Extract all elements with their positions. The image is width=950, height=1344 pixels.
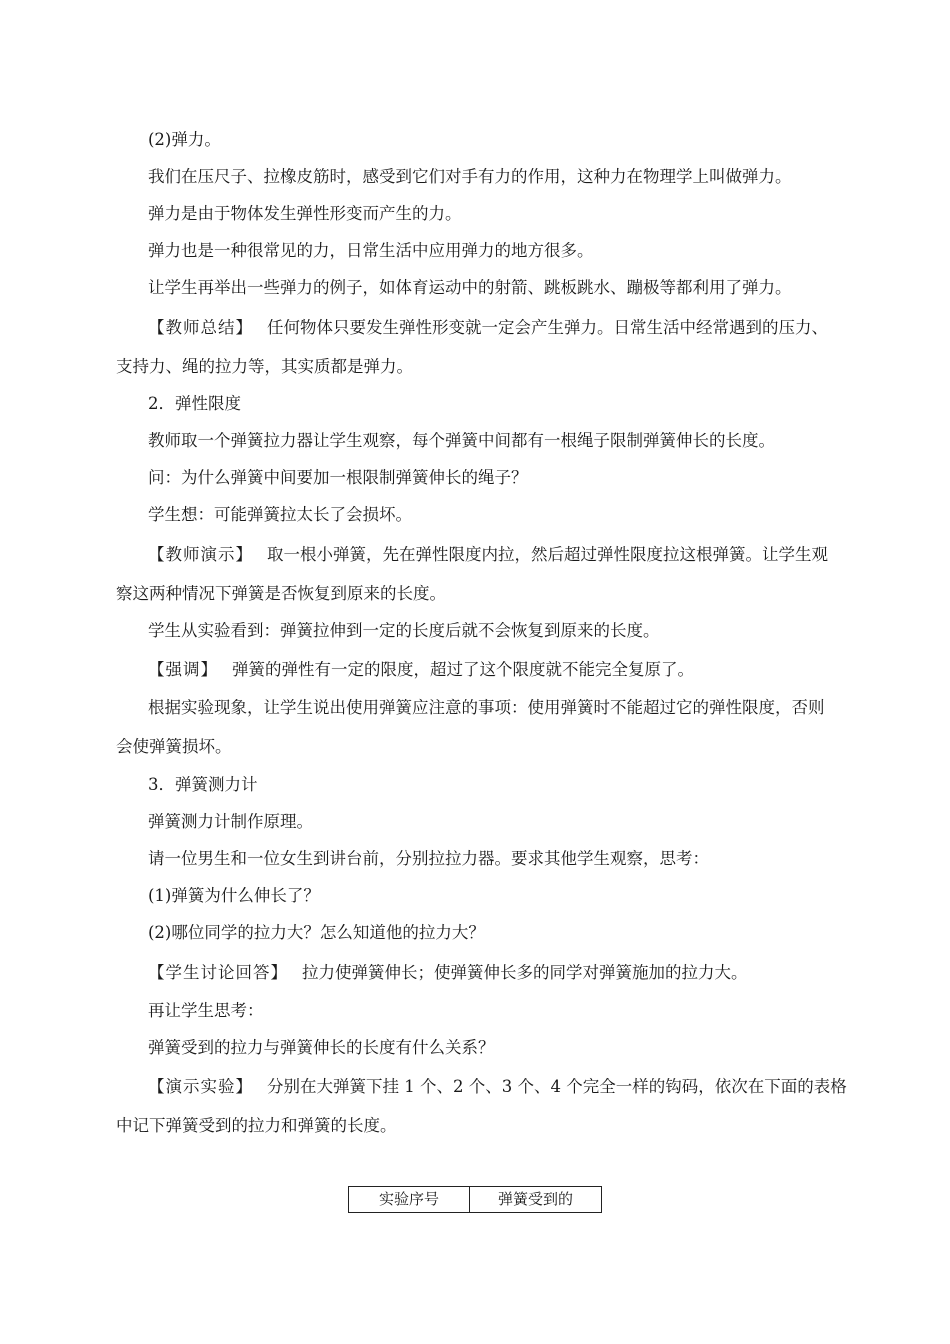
- paragraph-continuation: 支持力、绳的拉力等，其实质都是弹力。: [116, 357, 413, 376]
- paragraph-student-discussion: [148, 955, 838, 991]
- paragraph: 问：为什么弹簧中间要加一根限制弹簧伸长的绳子？: [148, 468, 528, 487]
- paragraph: 学生从实验看到：弹簧拉伸到一定的长度后就不会恢复到原来的长度。: [148, 621, 660, 640]
- section-heading-spring-scale: 3．弹簧测力计: [148, 775, 258, 794]
- paragraph: 根据实验现象，让学生说出使用弹簧应注意的事项：使用弹簧时不能超过它的弹性限度，否则: [148, 698, 825, 717]
- paragraph-teacher-demo: [148, 537, 838, 573]
- paragraph: 再让学生思考：: [148, 1001, 264, 1020]
- paragraph: 弹力是由于物体发生弹性形变而产生的力。: [148, 204, 462, 223]
- paragraph-text: 任何物体只要发生弹性形变就一定会产生弹力。日常生活中经常遇到的压力、: [267, 318, 828, 337]
- table-header-row: [349, 1187, 602, 1213]
- paragraph-continuation: 中记下弹簧受到的拉力和弹簧的长度。: [116, 1116, 397, 1135]
- paragraph-elastic-force-heading: (2)弹力。: [148, 130, 221, 149]
- table-header-cell: 弹簧受到的: [470, 1187, 602, 1213]
- paragraph-continuation: 察这两种情况下弹簧是否恢复到原来的长度。: [116, 584, 446, 603]
- table-header-cell: 实验序号: [349, 1187, 470, 1213]
- paragraph-teacher-summary: [148, 310, 838, 346]
- experiment-table: [348, 1186, 602, 1213]
- paragraph: 教师取一个弹簧拉力器让学生观察，每个弹簧中间都有一根绳子限制弹簧伸长的长度。: [148, 431, 775, 450]
- paragraph: 弹簧受到的拉力与弹簧伸长的长度有什么关系？: [148, 1038, 495, 1057]
- paragraph-continuation: 会使弹簧损坏。: [116, 737, 232, 756]
- paragraph-emphasis: [148, 652, 838, 688]
- label-tag: 【强调】: [148, 660, 218, 679]
- paragraph-text: 弹簧的弹性有一定的限度，超过了这个限度就不能完全复原了。: [232, 660, 694, 679]
- label-tag: 【教师总结】: [148, 318, 253, 337]
- section-heading-elastic-limit: 2．弹性限度: [148, 394, 241, 413]
- paragraph-text: 分别在大弹簧下挂 1 个、2 个、3 个、4 个完全一样的钩码，依次在下面的表格: [267, 1077, 847, 1096]
- paragraph: (1)弹簧为什么伸长了？: [148, 886, 320, 905]
- label-tag: 【学生讨论回答】: [148, 963, 288, 982]
- paragraph: 我们在压尺子、拉橡皮筋时，感受到它们对手有力的作用，这种力在物理学上叫做弹力。: [148, 167, 792, 186]
- paragraph-demo-experiment: [148, 1069, 847, 1105]
- paragraph: 学生想：可能弹簧拉太长了会损坏。: [148, 505, 412, 524]
- paragraph: (2)哪位同学的拉力大？怎么知道他的拉力大？: [148, 923, 485, 942]
- label-tag: 【教师演示】: [148, 545, 253, 564]
- paragraph: 请一位男生和一位女生到讲台前，分别拉拉力器。要求其他学生观察，思考：: [148, 849, 709, 868]
- paragraph: 弹簧测力计制作原理。: [148, 812, 313, 831]
- paragraph: 弹力也是一种很常见的力，日常生活中应用弹力的地方很多。: [148, 241, 594, 260]
- label-tag: 【演示实验】: [148, 1077, 253, 1096]
- paragraph-text: 取一根小弹簧，先在弹性限度内拉，然后超过弹性限度拉这根弹簧。让学生观: [267, 545, 828, 564]
- paragraph: 让学生再举出一些弹力的例子，如体育运动中的射箭、跳板跳水、蹦极等都利用了弹力。: [148, 278, 792, 297]
- paragraph-text: 拉力使弹簧伸长；使弹簧伸长多的同学对弹簧施加的拉力大。: [302, 963, 748, 982]
